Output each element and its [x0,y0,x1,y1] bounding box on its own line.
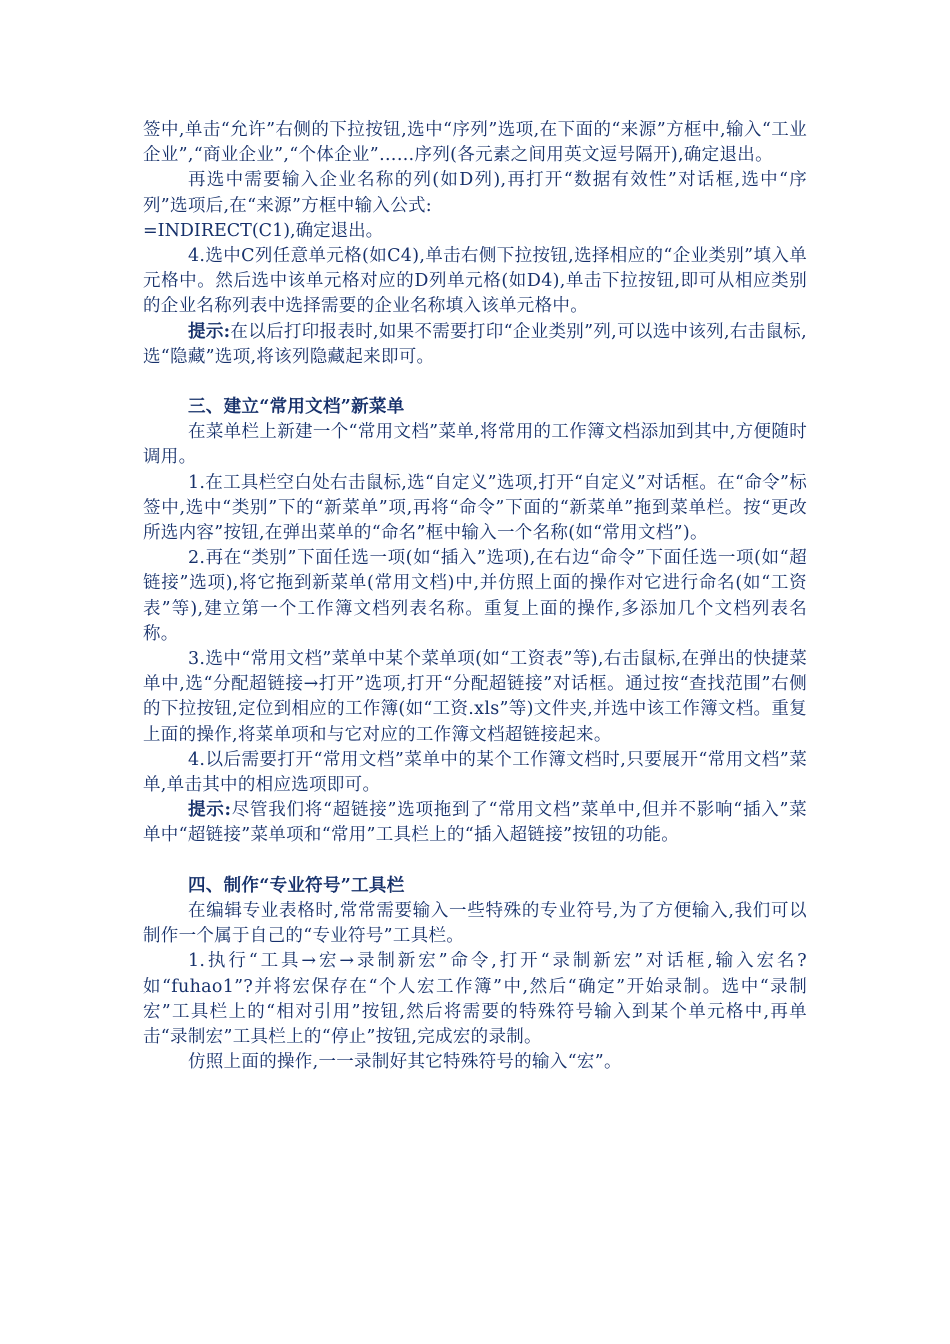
tip-text: 在以后打印报表时,如果不需要打印“企业类别”列,可以选中该列,右击鼠标,选“隐藏”选项,将该列隐藏起来即可。 [143,321,807,367]
paragraph-section-3-intro: 在菜单栏上新建一个“常用文档”菜单,将常用的工作簿文档添加到其中,方便随时调用。 [143,422,807,468]
paragraph-section-3-step-2: 2.再在“类别”下面任选一项(如“插入”选项),在右边“命令”下面任选一项(如“超链接”选项),将它拖到新菜单(常用文档)中,并仿照上面的操作对它进行命名(如“工资表”等),建立第一个工作簿文档列表名称。重复上面的操作,多添加几个文档列表名称。 [143,548,807,644]
heading-section-3: 三、建立“常用文档”新菜单 [188,397,405,418]
paragraph-section-4-repeat: 仿照上面的操作,一一录制好其它特殊符号的输入“宏”。 [188,1052,622,1073]
tip-hyperlink [143,798,807,848]
tip-hide-column [143,320,807,370]
paragraph-indirect-formula: =INDIRECT(C1),确定退出。 [143,220,384,241]
paragraph-section-3-step-3: 3.选中“常用文档”菜单中某个菜单项(如“工资表”等),右击鼠标,在弹出的快捷菜单中,选“分配超链接→打开”选项,打开“分配超链接”对话框。通过按“查找范围”右侧的下拉按钮,定位到相应的工作簿(如“工资.xls”等)文件夹,并选中该工作簿文档。重复上面的操作,将菜单项和与它对应的工作簿文档超链接起来。 [143,649,807,745]
paragraph-section-3-step-1: 1.在工具栏空白处右击鼠标,选“自定义”选项,打开“自定义”对话框。在“命令”标签中,选中“类别”下的“新菜单”项,再将“命令”下面的“新菜单”拖到菜单栏。按“更改所选内容”按钮,在弹出菜单的“命名”框中输入一个名称(如“常用文档”)。 [143,472,807,544]
paragraph-step-4-select-c: 4.选中C列任意单元格(如C4),单击右侧下拉按钮,选择相应的“企业类别”填入单元格中。然后选中该单元格对应的D列单元格(如D4),单击下拉按钮,即可从相应类别的企业名称列表中选择需要的企业名称填入该单元格中。 [143,246,807,317]
tip-label: 提示: [188,800,232,821]
paragraph-select-column-d: 再选中需要输入企业名称的列(如D列),再打开“数据有效性”对话框,选中“序列”选项后,在“来源”方框中输入公式: [143,170,807,216]
paragraph-section-4-step-1: 1.执行“工具→宏→录制新宏”命令,打开“录制新宏”对话框,输入宏名?如“fuhao1”?并将宏保存在“个人宏工作簿”中,然后“确定”开始录制。选中“录制宏”工具栏上的“相对引用”按钮,然后将需要的特殊符号输入到某个单元格中,再单击“录制宏”工具栏上的“停止”按钮,完成宏的录制。 [143,951,807,1047]
paragraph-sequence-source: 签中,单击“允许”右侧的下拉按钮,选中“序列”选项,在下面的“来源”方框中,输入“工业企业”,“商业企业”,“个体企业”……序列(各元素之间用英文逗号隔开),确定退出。 [143,120,807,166]
document-page [143,118,807,1075]
paragraph-section-3-step-4: 4.以后需要打开“常用文档”菜单中的某个工作簿文档时,只要展开“常用文档”菜单,单击其中的相应选项即可。 [143,749,807,796]
paragraph-section-4-intro: 在编辑专业表格时,常常需要输入一些特殊的专业符号,为了方便输入,我们可以制作一个属于自己的“专业符号”工具栏。 [143,900,807,947]
tip-label: 提示: [188,321,231,342]
tip-text: 尽管我们将“超链接”选项拖到了“常用文档”菜单中,但并不影响“插入”菜单中“超链接”菜单项和“常用”工具栏上的“插入超链接”按钮的功能。 [143,800,807,846]
heading-section-4: 四、制作“专业符号”工具栏 [188,875,405,896]
